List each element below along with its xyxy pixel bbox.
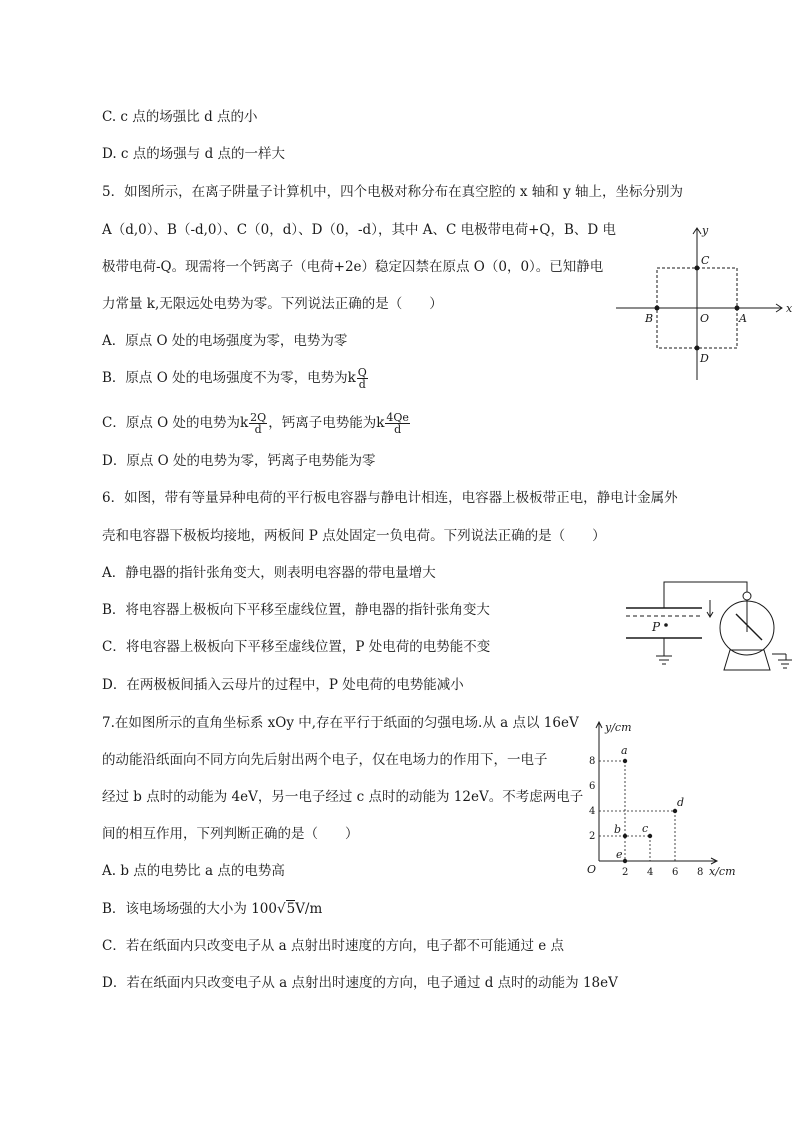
q7-stem-line4: 间的相互作用，下列判断正确的是（ ） bbox=[102, 826, 359, 842]
electrometer-base bbox=[724, 650, 770, 670]
q6-option-b: B．将电容器上极板向下平移至虚线位置，静电器的指针张角变大 bbox=[102, 602, 490, 618]
q5-stem-line1: 5．如图所示，在离子阱量子计算机中，四个电极对称分布在真空腔的 x 轴和 y 轴上，坐标分别为 bbox=[102, 184, 683, 200]
x-tick-2: 2 bbox=[622, 867, 629, 878]
q6-stem-line2: 壳和电容器下极板均接地，两板间 P 点处固定一负电荷。下列说法正确的是（ ） bbox=[102, 528, 606, 544]
q5-option-d: D．原点 O 处的电势为零，钙离子电势能为零 bbox=[102, 453, 376, 469]
label-c: c bbox=[642, 822, 649, 835]
q7-option-c: C．若在纸面内只改变电子从 a 点射出时速度的方向，电子都不可能通过 e 点 bbox=[102, 938, 565, 954]
point-a bbox=[623, 759, 627, 763]
q6-capacitor-electrometer-figure bbox=[620, 576, 794, 680]
q5-electrode-figure bbox=[610, 222, 794, 382]
label-a: A bbox=[739, 312, 747, 325]
label-p: P bbox=[652, 620, 661, 634]
x-tick-6: 6 bbox=[672, 867, 679, 878]
point-b bbox=[623, 834, 627, 838]
y-tick-2: 2 bbox=[589, 831, 596, 842]
label-a: a bbox=[621, 744, 628, 757]
q5-stem-line2: A（d,0）、B（-d,0）、C（0，d）、D（0，-d），其中 A、C 电极带电荷+Q，B、D 电 bbox=[102, 222, 617, 238]
y-tick-8: 8 bbox=[589, 756, 596, 767]
x-axis-label: x bbox=[786, 302, 793, 315]
label-b: b bbox=[614, 823, 622, 836]
y-tick-6: 6 bbox=[589, 781, 596, 792]
electrode-c bbox=[695, 266, 700, 271]
q7-option-d: D．若在纸面内只改变电子从 a 点射出时速度的方向，电子通过 d 点时的动能为 18eV bbox=[102, 975, 618, 991]
q7-stem-line3: 经过 b 点时的动能为 4eV，另一电子经过 c 点时的动能为 12eV。不考虑两电子 bbox=[102, 789, 584, 805]
point-c bbox=[648, 834, 652, 838]
x-tick-4: 4 bbox=[647, 867, 654, 878]
electrode-d bbox=[695, 346, 700, 351]
q7-stem-line1: 7.在如图所示的直角坐标系 xOy 中,存在平行于纸面的匀强电场.从 a 点以 16eV bbox=[102, 715, 579, 731]
q5-option-c: C．原点 O 处的电势为k $\frac{2Q}{d}$ ，钙离子电势能为k $\frac{4Qe}{d}$ bbox=[102, 411, 409, 436]
q5-option-b: B．原点 O 处的电场强度不为零，电势为k $\frac{Q}{d}$ bbox=[102, 366, 367, 391]
fraction-4qe-over-d: $\frac{4Qe}{d}$ bbox=[386, 411, 409, 436]
q5-option-a: A．原点 O 处的电场强度为零，电势为零 bbox=[102, 333, 348, 349]
q7-stem-line2: 的动能沿纸面向不同方向先后射出两个电子，仅在电场力的作用下，一电子 bbox=[102, 752, 548, 768]
q6-option-a: A．静电器的指针张角变大，则表明电容器的带电量增大 bbox=[102, 565, 436, 581]
q7-option-b: B．该电场场强的大小为 100√5V/m bbox=[102, 901, 323, 917]
electrometer-knob bbox=[743, 592, 751, 600]
y-axis-label: y/cm bbox=[605, 721, 632, 734]
q7-coordinate-figure bbox=[585, 714, 785, 884]
point-e bbox=[623, 859, 627, 863]
q6-stem-line1: 6．如图，带有等量异种电荷的平行板电容器与静电计相连，电容器上极板带正电，静电计金属外 bbox=[102, 490, 678, 506]
origin-label: O bbox=[587, 863, 597, 876]
fraction-2q-over-d: $\frac{2Q}{d}$ bbox=[250, 411, 267, 436]
y-tick-4: 4 bbox=[589, 806, 596, 817]
label-b: B bbox=[645, 312, 654, 325]
q6-option-d: D．在两极板间插入云母片的过程中，P 处电荷的电势能减小 bbox=[102, 677, 464, 693]
y-axis-label: y bbox=[702, 224, 709, 237]
q5-stem-line4: 力常量 k,无限远处电势为零。下列说法正确的是（ ） bbox=[102, 296, 443, 312]
q4-option-c: C. c 点的场强比 d 点的小 bbox=[102, 109, 258, 125]
electrometer-needle bbox=[736, 614, 762, 640]
label-d: D bbox=[700, 352, 709, 365]
x-tick-8: 8 bbox=[697, 867, 704, 878]
label-origin: O bbox=[700, 312, 710, 325]
q7-option-a: A. b 点的电势比 a 点的电势高 bbox=[102, 863, 285, 879]
point-d bbox=[673, 809, 677, 813]
label-e: e bbox=[616, 848, 623, 861]
label-c: C bbox=[701, 254, 710, 267]
point-p bbox=[664, 623, 668, 627]
q6-option-c: C．将电容器上极板向下平移至虚线位置，P 处电荷的电势能不变 bbox=[102, 639, 491, 655]
electrode-b bbox=[655, 306, 660, 311]
electrode-a bbox=[735, 306, 740, 311]
q5-stem-line3: 极带电荷-Q。现需将一个钙离子（电荷+2e）稳定囚禁在原点 O（0，0）。已知静电 bbox=[102, 259, 604, 275]
fraction-q-over-d: $\frac{Q}{d}$ bbox=[357, 366, 367, 391]
label-d: d bbox=[677, 796, 685, 809]
q4-option-d: D. c 点的场强与 d 点的一样大 bbox=[102, 146, 286, 162]
x-axis-label: x/cm bbox=[709, 865, 736, 878]
